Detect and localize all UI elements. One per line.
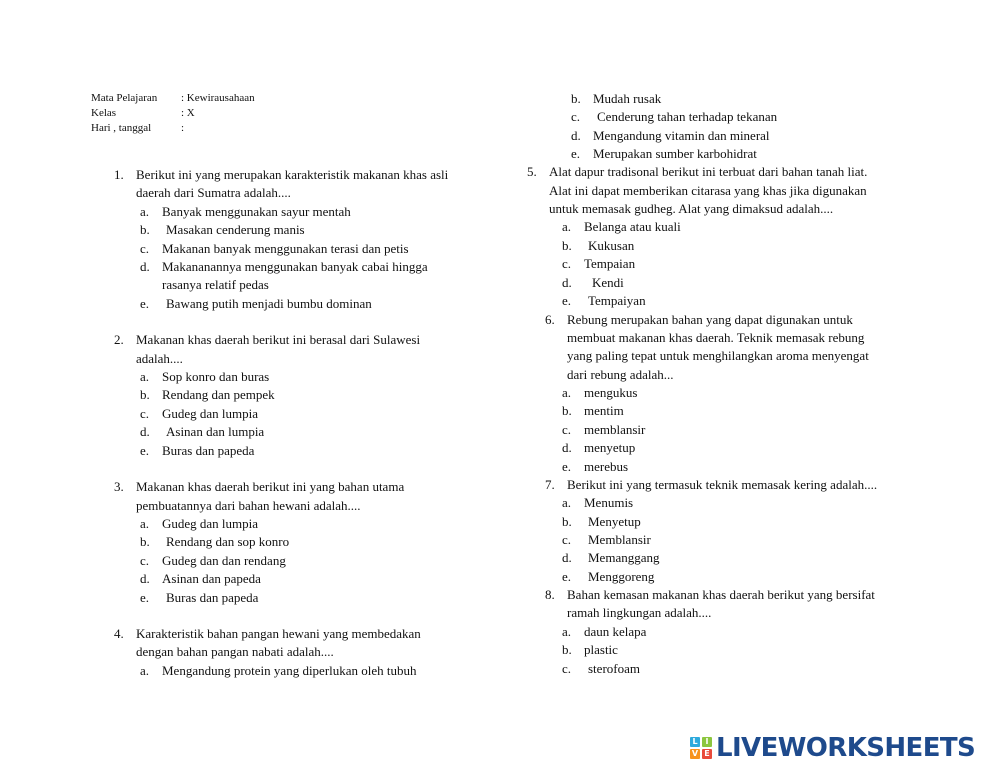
option-letter: b. xyxy=(562,238,572,253)
logo-tile: I xyxy=(702,737,712,747)
option-text-continued[interactable]: rasanya relatif pedas xyxy=(162,277,269,292)
option-letter: e. xyxy=(140,296,150,311)
question-number: 3. xyxy=(114,479,124,494)
question-text: Karakteristik bahan pangan hewani yang membedakan xyxy=(136,626,421,641)
option-letter: b. xyxy=(140,387,150,402)
date-label: Hari , tanggal xyxy=(91,122,152,134)
option-text[interactable]: Kukusan xyxy=(588,238,635,253)
option-text[interactable]: Menumis xyxy=(584,495,634,510)
option-letter: b. xyxy=(571,91,581,106)
option-text[interactable]: Buras dan papeda xyxy=(166,590,259,605)
option-text[interactable]: Menggoreng xyxy=(588,569,655,584)
logo-tile: V xyxy=(691,749,699,758)
question-text: Makanan khas daerah berikut ini berasal dari Sulawesi xyxy=(136,332,421,347)
option-text[interactable]: Tempaiyan xyxy=(588,293,646,308)
option-letter: e. xyxy=(571,146,581,161)
option-text[interactable]: Asinan dan papeda xyxy=(162,571,261,586)
option-letter: b. xyxy=(140,222,150,237)
option-letter: c. xyxy=(562,256,572,271)
option-text[interactable]: Memanggang xyxy=(588,550,660,565)
option-letter: b. xyxy=(562,642,572,657)
option-text[interactable]: Gudeg dan lumpia xyxy=(162,406,259,421)
question-number: 8. xyxy=(545,587,555,602)
option-letter: e. xyxy=(140,590,150,605)
option-letter: e. xyxy=(562,569,572,584)
option-letter: d. xyxy=(140,424,150,439)
option-letter: d. xyxy=(562,550,572,565)
option-letter: e. xyxy=(140,443,150,458)
option-letter: a. xyxy=(140,204,150,219)
subject-value: : Kewirausahaan xyxy=(181,92,255,104)
option-text[interactable]: Makanan banyak menggunakan terasi dan petis xyxy=(162,241,409,256)
option-letter: b. xyxy=(562,514,572,529)
question-text: Berikut ini yang merupakan karakteristik makanan khas asli xyxy=(136,167,449,182)
option-letter: a. xyxy=(140,516,150,531)
option-text[interactable]: Masakan cenderung manis xyxy=(166,222,305,237)
question-text: Berikut ini yang termasuk teknik memasak kering adalah.... xyxy=(567,477,878,492)
option-text[interactable]: Banyak menggunakan sayur mentah xyxy=(162,204,351,219)
question-text: untuk memasak gudheg. Alat yang dimaksud adalah.... xyxy=(549,201,834,216)
option-letter: d. xyxy=(140,571,150,586)
question-text: dengan bahan pangan nabati adalah.... xyxy=(136,644,334,659)
option-text[interactable]: Asinan dan lumpia xyxy=(166,424,265,439)
option-text[interactable]: Belanga atau kuali xyxy=(584,219,681,234)
question-text: yang paling tepat untuk menghilangkan aroma menyengat xyxy=(567,348,869,363)
option-text[interactable]: Buras dan papeda xyxy=(162,443,255,458)
option-text[interactable]: memblansir xyxy=(584,422,646,437)
option-letter: e. xyxy=(562,459,572,474)
option-letter: e. xyxy=(562,293,572,308)
question-number: 4. xyxy=(114,626,124,641)
option-letter: c. xyxy=(140,553,150,568)
question-text: dari rebung adalah... xyxy=(567,367,674,382)
class-value: : X xyxy=(181,107,195,119)
option-text[interactable]: sterofoam xyxy=(588,661,640,676)
option-text[interactable]: merebus xyxy=(584,459,629,474)
option-text[interactable]: daun kelapa xyxy=(584,624,647,639)
option-letter: c. xyxy=(562,661,572,676)
option-text[interactable]: Cenderung tahan terhadap tekanan xyxy=(597,109,778,124)
logo-tile: E xyxy=(702,749,712,759)
logo-tiles-icon xyxy=(690,737,712,759)
option-letter: c. xyxy=(571,109,581,124)
option-text[interactable]: Rendang dan pempek xyxy=(162,387,275,402)
subject-label: Mata Pelajaran xyxy=(91,92,158,104)
option-text[interactable]: mentim xyxy=(584,403,624,418)
option-letter: c. xyxy=(562,532,572,547)
option-letter: a. xyxy=(562,624,572,639)
option-letter: a. xyxy=(562,385,572,400)
option-text[interactable]: Gudeg dan dan rendang xyxy=(162,553,286,568)
option-letter: d. xyxy=(562,275,572,290)
question-text: membuat makanan khas daerah. Teknik memasak rebung xyxy=(567,330,865,345)
option-letter: c. xyxy=(562,422,572,437)
class-label: Kelas xyxy=(91,107,117,119)
question-text: Rebung merupakan bahan yang dapat digunakan untuk xyxy=(567,312,853,327)
option-text[interactable]: Gudeg dan lumpia xyxy=(162,516,259,531)
option-text[interactable]: Rendang dan sop konro xyxy=(166,534,290,549)
option-text[interactable]: mengukus xyxy=(584,385,638,400)
option-text[interactable]: Bawang putih menjadi bumbu dominan xyxy=(166,296,372,311)
question-text: Makanan khas daerah berikut ini yang bahan utama xyxy=(136,479,405,494)
option-text[interactable]: plastic xyxy=(584,642,618,657)
option-text[interactable]: Merupakan sumber karbohidrat xyxy=(593,146,757,161)
option-letter: d. xyxy=(562,440,572,455)
date-value: : xyxy=(181,122,185,134)
question-text: Bahan kemasan makanan khas daerah berikut yang bersifat xyxy=(567,587,875,602)
question-number: 5. xyxy=(527,164,537,179)
option-text[interactable]: Mengandung protein yang diperlukan oleh tubuh xyxy=(162,663,417,678)
option-letter: a. xyxy=(140,369,150,384)
option-text[interactable]: Kendi xyxy=(592,275,624,290)
option-text[interactable]: Sop konro dan buras xyxy=(162,369,270,384)
question-text: daerah dari Sumatra adalah.... xyxy=(136,185,291,200)
question-number: 6. xyxy=(545,312,555,327)
logo-text: LIVEWORKSHEETS xyxy=(716,733,976,763)
liveworksheets-logo[interactable] xyxy=(690,733,975,763)
question-number: 7. xyxy=(545,477,555,492)
question-text: Alat dapur tradisonal berikut ini terbuat dari bahan tanah liat. xyxy=(549,164,868,179)
option-text[interactable]: Memblansir xyxy=(588,532,651,547)
option-text[interactable]: Mudah rusak xyxy=(593,91,662,106)
question-text: ramah lingkungan adalah.... xyxy=(567,605,712,620)
option-letter: a. xyxy=(562,495,572,510)
option-text[interactable]: Tempaian xyxy=(584,256,636,271)
option-text[interactable]: Menyetup xyxy=(588,514,641,529)
question-text: pembuatannya dari bahan hewani adalah.... xyxy=(136,498,361,513)
logo-tile: L xyxy=(690,737,700,747)
question-text: adalah.... xyxy=(136,351,183,366)
option-letter: b. xyxy=(140,534,150,549)
question-text: Alat ini dapat memberikan citarasa yang khas jika digunakan xyxy=(549,183,867,198)
option-letter: b. xyxy=(562,403,572,418)
option-letter: a. xyxy=(140,663,150,678)
option-letter: a. xyxy=(562,219,572,234)
option-text[interactable]: Mengandung vitamin dan mineral xyxy=(593,128,770,143)
question-number: 2. xyxy=(114,332,124,347)
option-letter: d. xyxy=(140,259,150,274)
question-number: 1. xyxy=(114,167,124,182)
option-letter: c. xyxy=(140,241,150,256)
option-letter: c. xyxy=(140,406,150,421)
option-text[interactable]: Makananannya menggunakan banyak cabai hingga xyxy=(162,259,428,274)
option-letter: d. xyxy=(571,128,581,143)
option-text[interactable]: menyetup xyxy=(584,440,636,455)
